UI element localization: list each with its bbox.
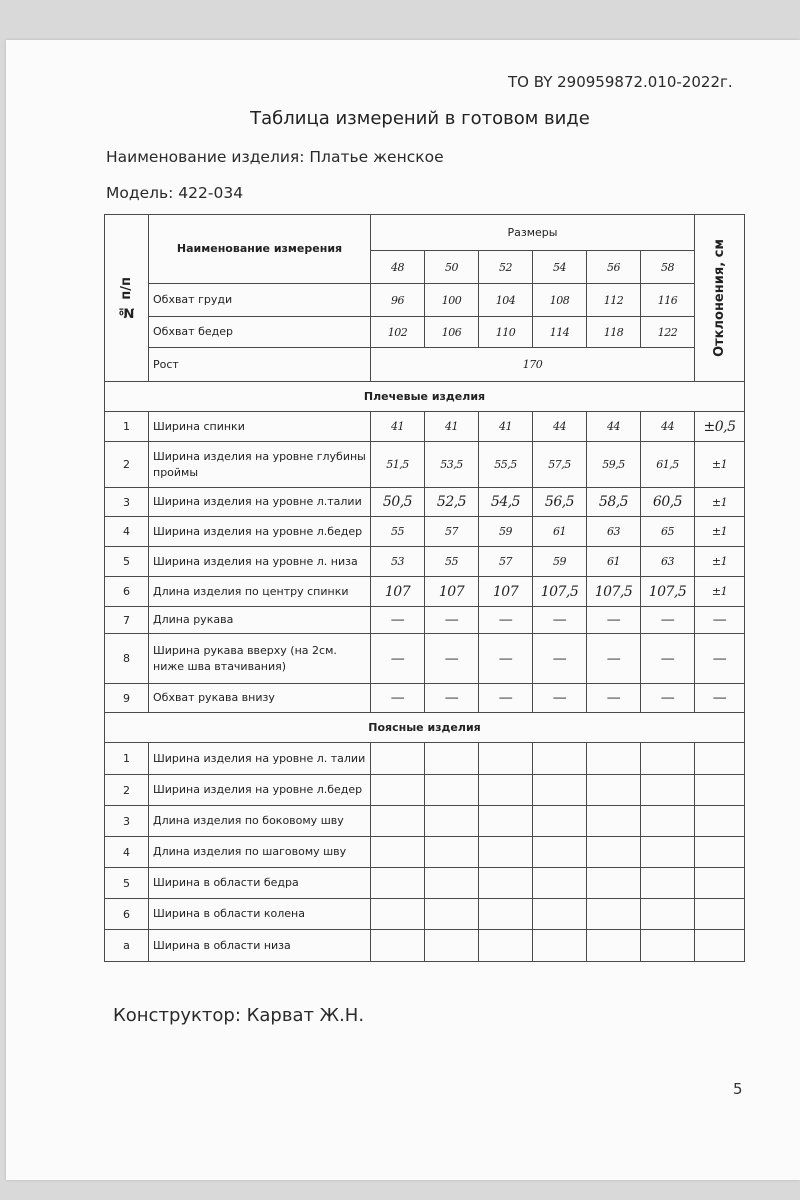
value-cell: — xyxy=(479,634,533,684)
value-cell: 107 xyxy=(425,577,479,607)
table-row xyxy=(105,930,745,962)
value-cell: 52,5 xyxy=(425,488,479,517)
value-cell: 57 xyxy=(425,517,479,547)
row-name: Ширина в области колена xyxy=(149,899,371,930)
row-name: Ширина изделия на уровне л. низа xyxy=(149,547,371,577)
value-cell xyxy=(641,868,695,899)
table-row xyxy=(105,577,745,607)
table-row xyxy=(105,775,745,806)
value-cell xyxy=(533,868,587,899)
value-cell: 110 xyxy=(479,317,533,348)
value-cell: 57 xyxy=(479,547,533,577)
row-name: Длина изделия по боковому шву xyxy=(149,806,371,837)
value-cell xyxy=(371,899,425,930)
page-number: 5 xyxy=(733,1080,743,1098)
row-num: 3 xyxy=(105,488,149,517)
value-cell: 54,5 xyxy=(479,488,533,517)
value-cell: 60,5 xyxy=(641,488,695,517)
value-cell xyxy=(371,930,425,962)
value-cell xyxy=(587,806,641,837)
value-cell: 57,5 xyxy=(533,442,587,488)
size-cell: 48 xyxy=(371,251,425,284)
base-row-hips xyxy=(105,317,745,348)
col-name-header: Наименование измерения xyxy=(149,215,371,284)
value-cell xyxy=(641,899,695,930)
section-waist: Поясные изделия xyxy=(105,713,745,743)
size-cell: 54 xyxy=(533,251,587,284)
value-cell xyxy=(641,806,695,837)
table-row xyxy=(105,634,745,684)
deviation-cell xyxy=(695,837,745,868)
value-cell xyxy=(533,899,587,930)
value-cell: — xyxy=(533,607,587,634)
deviation-cell: — xyxy=(695,684,745,713)
row-num: 2 xyxy=(105,775,149,806)
value-cell: 55,5 xyxy=(479,442,533,488)
value-cell: 53 xyxy=(371,547,425,577)
deviation-cell: ±1 xyxy=(695,517,745,547)
size-cell: 50 xyxy=(425,251,479,284)
deviation-cell: ±1 xyxy=(695,577,745,607)
deviation-cell xyxy=(695,930,745,962)
value-cell: — xyxy=(533,634,587,684)
value-cell xyxy=(641,743,695,775)
row-name: Ширина изделия на уровне л.бедер xyxy=(149,517,371,547)
sizes-header: Размеры xyxy=(371,215,695,251)
value-cell xyxy=(425,899,479,930)
model-line: Модель: 422-034 xyxy=(106,184,244,202)
value-cell: 41 xyxy=(371,412,425,442)
table-row xyxy=(105,743,745,775)
value-cell xyxy=(641,930,695,962)
value-cell: 59 xyxy=(479,517,533,547)
row-name: Ширина рукава вверху (на 2см. ниже шва втачивания) xyxy=(149,634,371,684)
row-num: 6 xyxy=(105,577,149,607)
value-cell: 55 xyxy=(425,547,479,577)
value-cell: — xyxy=(641,634,695,684)
row-num: 6 xyxy=(105,899,149,930)
value-cell: 61 xyxy=(587,547,641,577)
table-row xyxy=(105,488,745,517)
value-cell xyxy=(371,775,425,806)
value-cell: 58,5 xyxy=(587,488,641,517)
value-cell: 116 xyxy=(641,284,695,317)
deviation-cell: ±1 xyxy=(695,488,745,517)
value-cell: 41 xyxy=(425,412,479,442)
value-cell: 51,5 xyxy=(371,442,425,488)
value-cell xyxy=(371,868,425,899)
value-cell xyxy=(425,775,479,806)
col-num-header: № п/п xyxy=(119,276,134,320)
value-cell: 96 xyxy=(371,284,425,317)
row-name: Рост xyxy=(149,348,371,382)
measurements-table xyxy=(104,214,745,962)
value-cell: — xyxy=(533,684,587,713)
value-cell: 63 xyxy=(641,547,695,577)
value-cell xyxy=(587,930,641,962)
value-cell xyxy=(425,743,479,775)
value-cell xyxy=(371,837,425,868)
table-row xyxy=(105,442,745,488)
value-cell: — xyxy=(371,634,425,684)
value-cell: 63 xyxy=(587,517,641,547)
value-cell: 106 xyxy=(425,317,479,348)
deviation-cell xyxy=(695,899,745,930)
value-cell: 118 xyxy=(587,317,641,348)
deviation-cell: ±0,5 xyxy=(695,412,745,442)
height-row xyxy=(105,348,745,382)
value-cell: 65 xyxy=(641,517,695,547)
value-cell: — xyxy=(587,607,641,634)
row-name: Длина изделия по шаговому шву xyxy=(149,837,371,868)
value-cell: 112 xyxy=(587,284,641,317)
row-name: Обхват бедер xyxy=(149,317,371,348)
table-row xyxy=(105,412,745,442)
constructor-line: Конструктор: Карват Ж.Н. xyxy=(113,1005,365,1026)
value-cell: 61 xyxy=(533,517,587,547)
value-cell: 104 xyxy=(479,284,533,317)
value-cell: 102 xyxy=(371,317,425,348)
row-name: Ширина изделия на уровне л. талии xyxy=(149,743,371,775)
deviation-cell xyxy=(695,743,745,775)
deviation-cell xyxy=(695,806,745,837)
row-num: 7 xyxy=(105,607,149,634)
col-num-header-cell xyxy=(105,215,149,382)
value-cell xyxy=(479,868,533,899)
value-cell: 44 xyxy=(533,412,587,442)
deviation-cell: — xyxy=(695,634,745,684)
value-cell: 56,5 xyxy=(533,488,587,517)
table-row xyxy=(105,684,745,713)
table-row xyxy=(105,547,745,577)
value-cell: 41 xyxy=(479,412,533,442)
row-num: 3 xyxy=(105,806,149,837)
value-cell xyxy=(641,837,695,868)
value-cell xyxy=(479,743,533,775)
document-code: ТО BY 290959872.010-2022г. xyxy=(508,73,733,91)
value-cell: — xyxy=(587,684,641,713)
value-cell: 44 xyxy=(641,412,695,442)
value-cell: — xyxy=(479,607,533,634)
deviation-header-cell xyxy=(695,215,745,382)
value-cell xyxy=(641,775,695,806)
row-num: 8 xyxy=(105,634,149,684)
row-num: 1 xyxy=(105,743,149,775)
size-cell: 58 xyxy=(641,251,695,284)
value-cell xyxy=(587,743,641,775)
row-num: 5 xyxy=(105,868,149,899)
value-cell: 55 xyxy=(371,517,425,547)
deviation-cell: — xyxy=(695,607,745,634)
value-cell xyxy=(587,868,641,899)
row-name: Ширина спинки xyxy=(149,412,371,442)
value-cell: 59 xyxy=(533,547,587,577)
value-cell xyxy=(479,930,533,962)
value-cell xyxy=(479,899,533,930)
value-cell xyxy=(587,899,641,930)
value-cell xyxy=(371,806,425,837)
table-row xyxy=(105,607,745,634)
value-cell xyxy=(479,806,533,837)
size-cell: 56 xyxy=(587,251,641,284)
value-cell: — xyxy=(425,634,479,684)
value-cell xyxy=(533,743,587,775)
value-cell: 107,5 xyxy=(641,577,695,607)
row-num: а xyxy=(105,930,149,962)
deviation-cell xyxy=(695,868,745,899)
value-cell xyxy=(371,743,425,775)
value-cell: — xyxy=(641,684,695,713)
deviation-cell: ±1 xyxy=(695,442,745,488)
row-num: 9 xyxy=(105,684,149,713)
value-cell: 44 xyxy=(587,412,641,442)
value-cell: — xyxy=(587,634,641,684)
deviation-header: Отклонения, см xyxy=(712,239,727,357)
value-cell: 107 xyxy=(371,577,425,607)
row-name: Ширина изделия на уровне л.талии xyxy=(149,488,371,517)
deviation-cell xyxy=(695,775,745,806)
value-cell xyxy=(425,930,479,962)
value-cell xyxy=(533,806,587,837)
row-name: Обхват груди xyxy=(149,284,371,317)
value-cell: 61,5 xyxy=(641,442,695,488)
value-cell xyxy=(425,806,479,837)
value-cell: — xyxy=(371,684,425,713)
value-cell: 108 xyxy=(533,284,587,317)
value-cell xyxy=(479,837,533,868)
row-num: 2 xyxy=(105,442,149,488)
row-name: Длина рукава xyxy=(149,607,371,634)
row-name: Ширина изделия на уровне л.бедер xyxy=(149,775,371,806)
value-cell: 107,5 xyxy=(587,577,641,607)
table-row xyxy=(105,517,745,547)
value-cell xyxy=(533,775,587,806)
value-cell: — xyxy=(425,607,479,634)
row-name: Ширина в области бедра xyxy=(149,868,371,899)
table-row xyxy=(105,837,745,868)
base-row-chest xyxy=(105,284,745,317)
value-cell: 50,5 xyxy=(371,488,425,517)
table-row xyxy=(105,868,745,899)
value-cell: 122 xyxy=(641,317,695,348)
table-row xyxy=(105,806,745,837)
value-cell xyxy=(533,837,587,868)
value-cell xyxy=(479,775,533,806)
value-cell xyxy=(587,837,641,868)
row-num: 1 xyxy=(105,412,149,442)
height-value: 170 xyxy=(371,348,695,382)
row-num: 5 xyxy=(105,547,149,577)
row-num: 4 xyxy=(105,837,149,868)
table-row xyxy=(105,899,745,930)
value-cell xyxy=(425,837,479,868)
value-cell: 100 xyxy=(425,284,479,317)
row-num: 4 xyxy=(105,517,149,547)
row-name: Ширина изделия на уровне глубины проймы xyxy=(149,442,371,488)
product-name-line: Наименование изделия: Платье женское xyxy=(106,148,444,166)
value-cell xyxy=(533,930,587,962)
value-cell: — xyxy=(425,684,479,713)
row-name: Длина изделия по центру спинки xyxy=(149,577,371,607)
value-cell: 114 xyxy=(533,317,587,348)
size-cell: 52 xyxy=(479,251,533,284)
value-cell: 59,5 xyxy=(587,442,641,488)
row-name: Ширина в области низа xyxy=(149,930,371,962)
value-cell: 107 xyxy=(479,577,533,607)
deviation-cell: ±1 xyxy=(695,547,745,577)
value-cell: — xyxy=(371,607,425,634)
page-title: Таблица измерений в готовом виде xyxy=(250,108,590,129)
value-cell: 107,5 xyxy=(533,577,587,607)
value-cell: 53,5 xyxy=(425,442,479,488)
value-cell xyxy=(425,868,479,899)
row-name: Обхват рукава внизу xyxy=(149,684,371,713)
value-cell: — xyxy=(641,607,695,634)
value-cell: — xyxy=(479,684,533,713)
section-shoulder: Плечевые изделия xyxy=(105,382,745,412)
value-cell xyxy=(587,775,641,806)
